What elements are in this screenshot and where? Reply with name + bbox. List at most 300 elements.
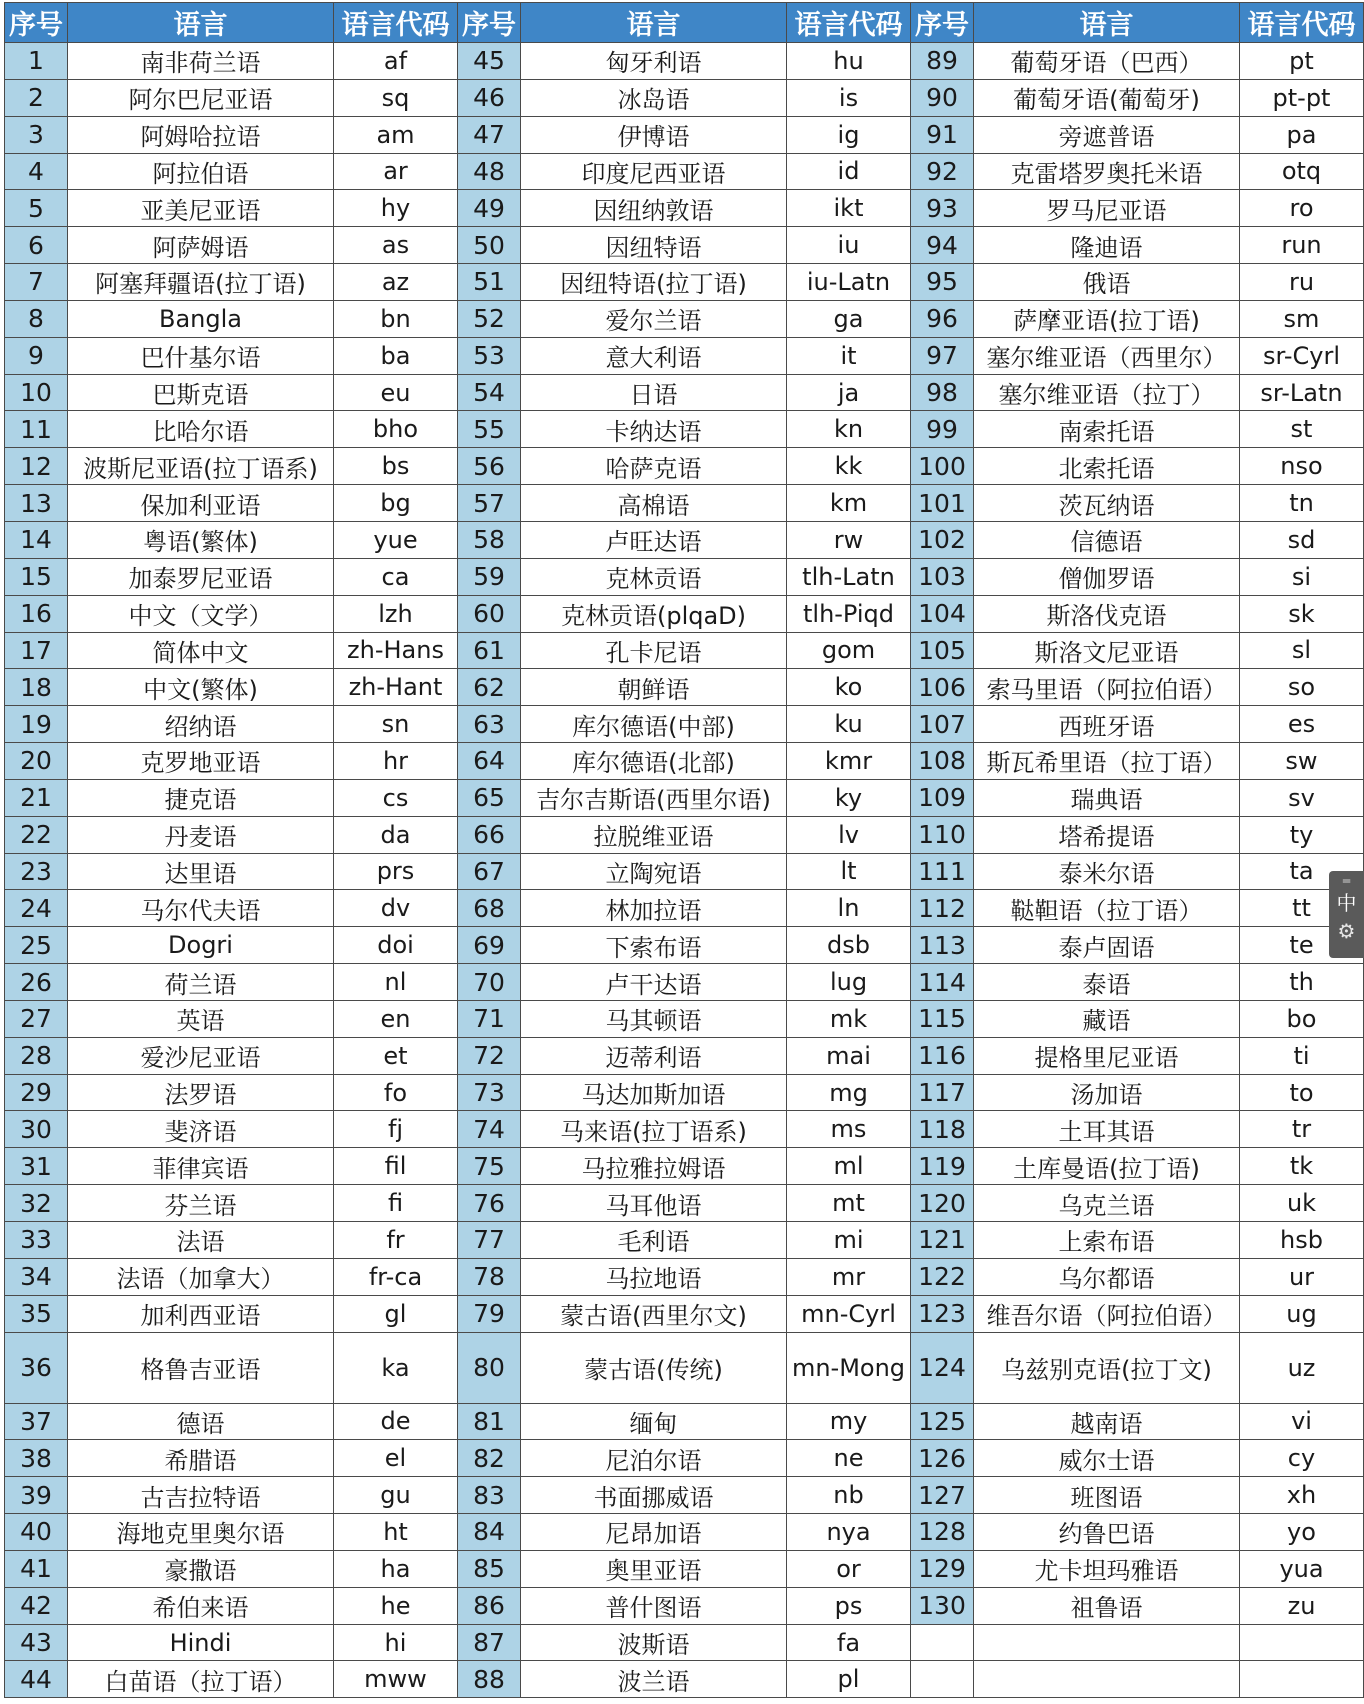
language-code-cell[interactable]: nya	[787, 1514, 911, 1551]
seq-cell[interactable]: 59	[458, 558, 521, 595]
seq-cell[interactable]: 46	[458, 79, 521, 116]
language-cell[interactable]: 马耳他语	[521, 1185, 787, 1222]
language-code-cell[interactable]: pa	[1240, 116, 1364, 153]
language-code-cell[interactable]: fj	[334, 1111, 458, 1148]
seq-cell[interactable]: 6	[5, 227, 68, 264]
language-cell[interactable]: 斯瓦希里语（拉丁语）	[974, 743, 1240, 780]
language-code-cell[interactable]: cy	[1240, 1440, 1364, 1477]
language-cell[interactable]: 波斯语	[521, 1624, 787, 1661]
seq-cell[interactable]: 42	[5, 1587, 68, 1624]
seq-cell[interactable]: 112	[911, 890, 974, 927]
seq-cell[interactable]: 126	[911, 1440, 974, 1477]
language-cell[interactable]: 阿塞拜疆语(拉丁语)	[68, 264, 334, 301]
seq-cell[interactable]: 71	[458, 1000, 521, 1037]
language-cell[interactable]: 瑞典语	[974, 779, 1240, 816]
language-cell[interactable]: 因纽纳敦语	[521, 190, 787, 227]
language-cell[interactable]: 泰语	[974, 964, 1240, 1001]
language-cell[interactable]: 乌兹别克语(拉丁文)	[974, 1332, 1240, 1403]
seq-cell[interactable]: 114	[911, 964, 974, 1001]
seq-cell[interactable]: 80	[458, 1332, 521, 1403]
language-cell[interactable]: 保加利亚语	[68, 485, 334, 522]
language-cell[interactable]: 朝鲜语	[521, 669, 787, 706]
language-code-cell[interactable]: uk	[1240, 1185, 1364, 1222]
language-code-cell[interactable]	[1240, 1661, 1364, 1698]
language-code-cell[interactable]: tk	[1240, 1148, 1364, 1185]
seq-cell[interactable]: 69	[458, 927, 521, 964]
seq-cell[interactable]: 101	[911, 485, 974, 522]
language-cell[interactable]: 古吉拉特语	[68, 1477, 334, 1514]
language-code-cell[interactable]: yua	[1240, 1550, 1364, 1587]
seq-cell[interactable]: 88	[458, 1661, 521, 1698]
language-cell[interactable]: 菲律宾语	[68, 1148, 334, 1185]
seq-cell[interactable]: 111	[911, 853, 974, 890]
seq-cell[interactable]: 41	[5, 1550, 68, 1587]
language-cell[interactable]: 泰米尔语	[974, 853, 1240, 890]
seq-cell[interactable]: 116	[911, 1037, 974, 1074]
language-code-cell[interactable]: sd	[1240, 521, 1364, 558]
language-code-cell[interactable]: sw	[1240, 743, 1364, 780]
seq-cell[interactable]: 54	[458, 374, 521, 411]
seq-cell[interactable]: 49	[458, 190, 521, 227]
language-code-cell[interactable]: zh-Hant	[334, 669, 458, 706]
language-cell[interactable]: 达里语	[68, 853, 334, 890]
header-seq[interactable]: 序号	[911, 3, 974, 43]
language-cell[interactable]: 拉脱维亚语	[521, 816, 787, 853]
language-code-cell[interactable]: fr	[334, 1222, 458, 1259]
seq-cell[interactable]: 56	[458, 448, 521, 485]
seq-cell[interactable]: 89	[911, 43, 974, 80]
language-cell[interactable]: 爱尔兰语	[521, 300, 787, 337]
language-code-cell[interactable]: tr	[1240, 1111, 1364, 1148]
language-cell[interactable]: 土库曼语(拉丁语)	[974, 1148, 1240, 1185]
language-code-cell[interactable]: bo	[1240, 1000, 1364, 1037]
language-code-cell[interactable]: es	[1240, 706, 1364, 743]
language-code-cell[interactable]: sm	[1240, 300, 1364, 337]
seq-cell[interactable]: 16	[5, 595, 68, 632]
language-code-cell[interactable]: so	[1240, 669, 1364, 706]
language-cell[interactable]: 白苗语（拉丁语）	[68, 1661, 334, 1698]
language-code-cell[interactable]: yo	[1240, 1514, 1364, 1551]
language-code-cell[interactable]: yue	[334, 521, 458, 558]
language-cell[interactable]: 爱沙尼亚语	[68, 1037, 334, 1074]
language-code-cell[interactable]: or	[787, 1550, 911, 1587]
language-cell[interactable]: 萨摩亚语(拉丁语)	[974, 300, 1240, 337]
language-cell[interactable]: 马达加斯加语	[521, 1074, 787, 1111]
language-code-cell[interactable]: ig	[787, 116, 911, 153]
seq-cell[interactable]: 113	[911, 927, 974, 964]
language-cell[interactable]: 班图语	[974, 1477, 1240, 1514]
language-code-cell[interactable]: hi	[334, 1624, 458, 1661]
language-code-cell[interactable]: km	[787, 485, 911, 522]
seq-cell[interactable]: 66	[458, 816, 521, 853]
seq-cell[interactable]: 2	[5, 79, 68, 116]
language-code-cell[interactable]: kk	[787, 448, 911, 485]
language-cell[interactable]: 葡萄牙语（巴西）	[974, 43, 1240, 80]
seq-cell[interactable]: 78	[458, 1258, 521, 1295]
language-cell[interactable]: 提格里尼亚语	[974, 1037, 1240, 1074]
seq-cell[interactable]	[911, 1624, 974, 1661]
seq-cell[interactable]: 37	[5, 1403, 68, 1440]
language-code-cell[interactable]: ro	[1240, 190, 1364, 227]
seq-cell[interactable]: 9	[5, 337, 68, 374]
language-code-cell[interactable]: ikt	[787, 190, 911, 227]
seq-cell[interactable]: 96	[911, 300, 974, 337]
language-cell[interactable]: 希腊语	[68, 1440, 334, 1477]
language-code-cell[interactable]: sr-Cyrl	[1240, 337, 1364, 374]
seq-cell[interactable]: 30	[5, 1111, 68, 1148]
language-cell[interactable]: 格鲁吉亚语	[68, 1332, 334, 1403]
language-code-cell[interactable]: ka	[334, 1332, 458, 1403]
language-cell[interactable]: 马尔代夫语	[68, 890, 334, 927]
language-code-cell[interactable]: bn	[334, 300, 458, 337]
language-code-cell[interactable]: ht	[334, 1514, 458, 1551]
header-language[interactable]: 语言	[521, 3, 787, 43]
seq-cell[interactable]: 24	[5, 890, 68, 927]
language-code-cell[interactable]: zu	[1240, 1587, 1364, 1624]
language-cell[interactable]: 约鲁巴语	[974, 1514, 1240, 1551]
language-cell[interactable]: 卢干达语	[521, 964, 787, 1001]
language-cell[interactable]: 绍纳语	[68, 706, 334, 743]
language-code-cell[interactable]: ku	[787, 706, 911, 743]
language-code-cell[interactable]: si	[1240, 558, 1364, 595]
language-cell[interactable]: 南非荷兰语	[68, 43, 334, 80]
language-cell[interactable]: Bangla	[68, 300, 334, 337]
language-code-cell[interactable]: mww	[334, 1661, 458, 1698]
seq-cell[interactable]: 53	[458, 337, 521, 374]
language-code-cell[interactable]: dsb	[787, 927, 911, 964]
language-code-cell[interactable]: cs	[334, 779, 458, 816]
seq-cell[interactable]: 38	[5, 1440, 68, 1477]
seq-cell[interactable]: 28	[5, 1037, 68, 1074]
ime-mode-toggle[interactable]: 中	[1336, 891, 1357, 915]
language-code-cell[interactable]: ga	[787, 300, 911, 337]
language-code-cell[interactable]: ko	[787, 669, 911, 706]
language-code-cell[interactable]: th	[1240, 964, 1364, 1001]
drag-handle-icon[interactable]: ═	[1342, 874, 1351, 888]
language-code-cell[interactable]: ba	[334, 337, 458, 374]
seq-cell[interactable]: 26	[5, 964, 68, 1001]
seq-cell[interactable]: 63	[458, 706, 521, 743]
language-cell[interactable]: 林加拉语	[521, 890, 787, 927]
language-code-cell[interactable]: el	[334, 1440, 458, 1477]
language-cell[interactable]: 哈萨克语	[521, 448, 787, 485]
language-cell[interactable]: 祖鲁语	[974, 1587, 1240, 1624]
language-code-cell[interactable]: iu	[787, 227, 911, 264]
language-cell[interactable]: 缅甸	[521, 1403, 787, 1440]
language-cell[interactable]: 越南语	[974, 1403, 1240, 1440]
language-code-cell[interactable]: dv	[334, 890, 458, 927]
language-code-cell[interactable]: eu	[334, 374, 458, 411]
seq-cell[interactable]: 90	[911, 79, 974, 116]
language-code-cell[interactable]: bg	[334, 485, 458, 522]
seq-cell[interactable]: 34	[5, 1258, 68, 1295]
language-cell[interactable]: 蒙古语(西里尔文)	[521, 1295, 787, 1332]
language-cell[interactable]: 奥里亚语	[521, 1550, 787, 1587]
language-cell[interactable]: 高棉语	[521, 485, 787, 522]
language-code-cell[interactable]: fo	[334, 1074, 458, 1111]
language-cell[interactable]: 罗马尼亚语	[974, 190, 1240, 227]
language-code-cell[interactable]: it	[787, 337, 911, 374]
seq-cell[interactable]: 58	[458, 521, 521, 558]
language-cell[interactable]: 中文(繁体)	[68, 669, 334, 706]
language-cell[interactable]: 马其顿语	[521, 1000, 787, 1037]
language-code-cell[interactable]: is	[787, 79, 911, 116]
seq-cell[interactable]: 81	[458, 1403, 521, 1440]
seq-cell[interactable]: 23	[5, 853, 68, 890]
language-code-cell[interactable]: ar	[334, 153, 458, 190]
language-code-cell[interactable]: sn	[334, 706, 458, 743]
language-code-cell[interactable]: ky	[787, 779, 911, 816]
language-code-cell[interactable]: lug	[787, 964, 911, 1001]
seq-cell[interactable]: 95	[911, 264, 974, 301]
language-code-cell[interactable]: ti	[1240, 1037, 1364, 1074]
language-code-cell[interactable]: doi	[334, 927, 458, 964]
seq-cell[interactable]: 119	[911, 1148, 974, 1185]
language-code-cell[interactable]: az	[334, 264, 458, 301]
language-code-cell[interactable]: ml	[787, 1148, 911, 1185]
seq-cell[interactable]: 44	[5, 1661, 68, 1698]
language-code-cell[interactable]: hu	[787, 43, 911, 80]
seq-cell[interactable]: 47	[458, 116, 521, 153]
language-code-cell[interactable]: hsb	[1240, 1222, 1364, 1259]
seq-cell[interactable]: 15	[5, 558, 68, 595]
language-cell[interactable]: 旁遮普语	[974, 116, 1240, 153]
seq-cell[interactable]: 107	[911, 706, 974, 743]
language-cell[interactable]: Dogri	[68, 927, 334, 964]
language-cell[interactable]: 卢旺达语	[521, 521, 787, 558]
language-cell[interactable]: 巴斯克语	[68, 374, 334, 411]
seq-cell[interactable]: 5	[5, 190, 68, 227]
seq-cell[interactable]: 85	[458, 1550, 521, 1587]
language-cell[interactable]: 波斯尼亚语(拉丁语系)	[68, 448, 334, 485]
seq-cell[interactable]: 105	[911, 632, 974, 669]
language-cell[interactable]: 希伯来语	[68, 1587, 334, 1624]
language-code-cell[interactable]: mn-Mong	[787, 1332, 911, 1403]
seq-cell[interactable]: 77	[458, 1222, 521, 1259]
language-cell[interactable]: 印度尼西亚语	[521, 153, 787, 190]
seq-cell[interactable]: 52	[458, 300, 521, 337]
seq-cell[interactable]: 99	[911, 411, 974, 448]
language-code-cell[interactable]: lv	[787, 816, 911, 853]
language-code-cell[interactable]: ms	[787, 1111, 911, 1148]
language-cell[interactable]: 库尔德语(北部)	[521, 743, 787, 780]
language-cell[interactable]: 比哈尔语	[68, 411, 334, 448]
language-code-cell[interactable]: et	[334, 1037, 458, 1074]
language-code-cell[interactable]: de	[334, 1403, 458, 1440]
language-cell[interactable]: 维吾尔语（阿拉伯语）	[974, 1295, 1240, 1332]
seq-cell[interactable]: 84	[458, 1514, 521, 1551]
language-cell[interactable]: 汤加语	[974, 1074, 1240, 1111]
language-cell[interactable]: 巴什基尔语	[68, 337, 334, 374]
seq-cell[interactable]: 1	[5, 43, 68, 80]
seq-cell[interactable]: 93	[911, 190, 974, 227]
language-cell[interactable]: 藏语	[974, 1000, 1240, 1037]
language-code-cell[interactable]: pt-pt	[1240, 79, 1364, 116]
seq-cell[interactable]: 118	[911, 1111, 974, 1148]
language-code-cell[interactable]: tlh-Latn	[787, 558, 911, 595]
seq-cell[interactable]: 72	[458, 1037, 521, 1074]
language-code-cell[interactable]: xh	[1240, 1477, 1364, 1514]
language-cell[interactable]: 匈牙利语	[521, 43, 787, 80]
seq-cell[interactable]: 29	[5, 1074, 68, 1111]
language-code-cell[interactable]: en	[334, 1000, 458, 1037]
seq-cell[interactable]: 124	[911, 1332, 974, 1403]
seq-cell[interactable]: 64	[458, 743, 521, 780]
language-code-cell[interactable]: he	[334, 1587, 458, 1624]
ime-floating-toolbar[interactable]	[1329, 871, 1364, 958]
language-code-cell[interactable]: ug	[1240, 1295, 1364, 1332]
language-cell[interactable]: 阿萨姆语	[68, 227, 334, 264]
seq-cell[interactable]: 61	[458, 632, 521, 669]
language-code-cell[interactable]: otq	[1240, 153, 1364, 190]
seq-cell[interactable]: 91	[911, 116, 974, 153]
language-cell[interactable]: 捷克语	[68, 779, 334, 816]
seq-cell[interactable]: 83	[458, 1477, 521, 1514]
seq-cell[interactable]: 125	[911, 1403, 974, 1440]
language-cell[interactable]: 克林贡语	[521, 558, 787, 595]
language-cell[interactable]: 吉尔吉斯语(西里尔语)	[521, 779, 787, 816]
language-cell[interactable]: 西班牙语	[974, 706, 1240, 743]
language-cell[interactable]: 阿拉伯语	[68, 153, 334, 190]
language-cell[interactable]: 马来语(拉丁语系)	[521, 1111, 787, 1148]
language-code-cell[interactable]: ln	[787, 890, 911, 927]
language-code-cell[interactable]: ps	[787, 1587, 911, 1624]
language-cell[interactable]: 乌尔都语	[974, 1258, 1240, 1295]
seq-cell[interactable]: 106	[911, 669, 974, 706]
language-cell[interactable]: 英语	[68, 1000, 334, 1037]
language-code-cell[interactable]: nso	[1240, 448, 1364, 485]
gear-icon[interactable]: ⚙	[1337, 919, 1356, 943]
seq-cell[interactable]: 31	[5, 1148, 68, 1185]
language-cell[interactable]: 意大利语	[521, 337, 787, 374]
language-cell[interactable]: 加利西亚语	[68, 1295, 334, 1332]
language-code-cell[interactable]: lzh	[334, 595, 458, 632]
seq-cell[interactable]: 103	[911, 558, 974, 595]
language-cell[interactable]: 克罗地亚语	[68, 743, 334, 780]
seq-cell[interactable]: 109	[911, 779, 974, 816]
language-code-cell[interactable]: sq	[334, 79, 458, 116]
language-code-cell[interactable]: ta	[1240, 853, 1364, 890]
language-cell[interactable]: 尤卡坦玛雅语	[974, 1550, 1240, 1587]
language-code-cell[interactable]: tt	[1240, 890, 1364, 927]
language-cell[interactable]: 塞尔维亚语（拉丁）	[974, 374, 1240, 411]
language-code-cell[interactable]: fr-ca	[334, 1258, 458, 1295]
header-language[interactable]: 语言	[68, 3, 334, 43]
language-code-cell[interactable]: mt	[787, 1185, 911, 1222]
language-cell[interactable]: 亚美尼亚语	[68, 190, 334, 227]
seq-cell[interactable]: 128	[911, 1514, 974, 1551]
seq-cell[interactable]: 12	[5, 448, 68, 485]
language-cell[interactable]: 立陶宛语	[521, 853, 787, 890]
language-cell[interactable]: 法语（加拿大）	[68, 1258, 334, 1295]
language-code-cell[interactable]: zh-Hans	[334, 632, 458, 669]
language-code-cell[interactable]: to	[1240, 1074, 1364, 1111]
language-cell[interactable]: 塔希提语	[974, 816, 1240, 853]
language-cell[interactable]: 库尔德语(中部)	[521, 706, 787, 743]
language-cell[interactable]: 上索布语	[974, 1222, 1240, 1259]
language-code-cell[interactable]: mn-Cyrl	[787, 1295, 911, 1332]
language-cell[interactable]: 克林贡语(plqaD)	[521, 595, 787, 632]
seq-cell[interactable]: 50	[458, 227, 521, 264]
seq-cell[interactable]: 74	[458, 1111, 521, 1148]
seq-cell[interactable]: 129	[911, 1550, 974, 1587]
language-code-cell[interactable]: pl	[787, 1661, 911, 1698]
language-code-cell[interactable]: fa	[787, 1624, 911, 1661]
seq-cell[interactable]	[911, 1661, 974, 1698]
language-code-cell[interactable]: iu-Latn	[787, 264, 911, 301]
seq-cell[interactable]: 40	[5, 1514, 68, 1551]
language-code-cell[interactable]: ty	[1240, 816, 1364, 853]
language-code-cell[interactable]: mk	[787, 1000, 911, 1037]
seq-cell[interactable]: 27	[5, 1000, 68, 1037]
language-cell[interactable]: 孔卡尼语	[521, 632, 787, 669]
language-cell[interactable]	[974, 1661, 1240, 1698]
header-seq[interactable]: 序号	[458, 3, 521, 43]
language-cell[interactable]: 南索托语	[974, 411, 1240, 448]
language-cell[interactable]: 德语	[68, 1403, 334, 1440]
seq-cell[interactable]: 19	[5, 706, 68, 743]
language-code-cell[interactable]: hr	[334, 743, 458, 780]
seq-cell[interactable]: 98	[911, 374, 974, 411]
seq-cell[interactable]: 13	[5, 485, 68, 522]
seq-cell[interactable]: 3	[5, 116, 68, 153]
language-cell[interactable]: 斯洛文尼亚语	[974, 632, 1240, 669]
seq-cell[interactable]: 67	[458, 853, 521, 890]
language-cell[interactable]: 毛利语	[521, 1222, 787, 1259]
language-cell[interactable]: 乌克兰语	[974, 1185, 1240, 1222]
language-cell[interactable]: 法语	[68, 1222, 334, 1259]
language-code-cell[interactable]: da	[334, 816, 458, 853]
seq-cell[interactable]: 21	[5, 779, 68, 816]
language-cell[interactable]: 蒙古语(传统)	[521, 1332, 787, 1403]
seq-cell[interactable]: 121	[911, 1222, 974, 1259]
seq-cell[interactable]: 102	[911, 521, 974, 558]
seq-cell[interactable]: 35	[5, 1295, 68, 1332]
language-code-cell[interactable]: ha	[334, 1550, 458, 1587]
language-code-cell[interactable]: mi	[787, 1222, 911, 1259]
language-cell[interactable]: 加泰罗尼亚语	[68, 558, 334, 595]
language-code-cell[interactable]: te	[1240, 927, 1364, 964]
language-cell[interactable]: 尼泊尔语	[521, 1440, 787, 1477]
seq-cell[interactable]: 92	[911, 153, 974, 190]
seq-cell[interactable]: 39	[5, 1477, 68, 1514]
seq-cell[interactable]: 14	[5, 521, 68, 558]
language-cell[interactable]: 信德语	[974, 521, 1240, 558]
language-cell[interactable]: 僧伽罗语	[974, 558, 1240, 595]
language-cell[interactable]: 斯洛伐克语	[974, 595, 1240, 632]
language-cell[interactable]: 日语	[521, 374, 787, 411]
language-cell[interactable]: 阿姆哈拉语	[68, 116, 334, 153]
language-code-cell[interactable]: id	[787, 153, 911, 190]
language-code-cell[interactable]: mg	[787, 1074, 911, 1111]
language-cell[interactable]: 俄语	[974, 264, 1240, 301]
language-code-cell[interactable]: lt	[787, 853, 911, 890]
seq-cell[interactable]: 20	[5, 743, 68, 780]
language-code-cell[interactable]: gu	[334, 1477, 458, 1514]
language-code-cell[interactable]: my	[787, 1403, 911, 1440]
seq-cell[interactable]: 122	[911, 1258, 974, 1295]
seq-cell[interactable]: 115	[911, 1000, 974, 1037]
seq-cell[interactable]: 123	[911, 1295, 974, 1332]
seq-cell[interactable]: 73	[458, 1074, 521, 1111]
seq-cell[interactable]: 18	[5, 669, 68, 706]
seq-cell[interactable]: 86	[458, 1587, 521, 1624]
language-code-cell[interactable]: tlh-Piqd	[787, 595, 911, 632]
seq-cell[interactable]: 11	[5, 411, 68, 448]
seq-cell[interactable]: 10	[5, 374, 68, 411]
language-code-cell[interactable]: fil	[334, 1148, 458, 1185]
seq-cell[interactable]: 55	[458, 411, 521, 448]
